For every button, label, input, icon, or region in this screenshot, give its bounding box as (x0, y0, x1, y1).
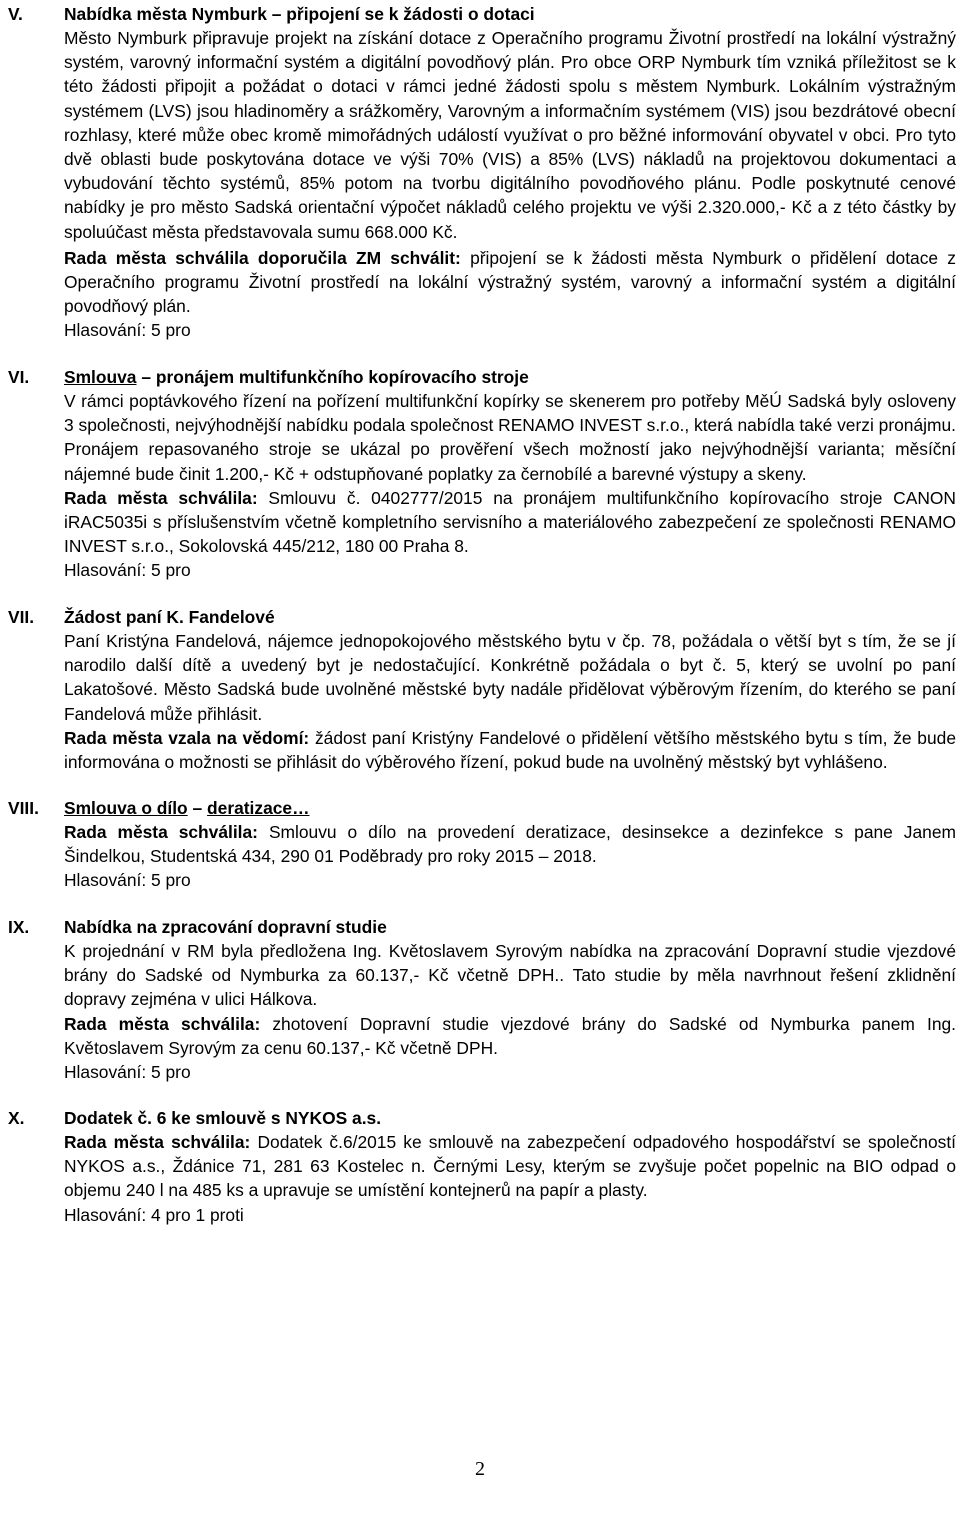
resolution-label: Rada města schválila doporučila ZM schválit: (64, 247, 461, 268)
resolution (64, 1012, 956, 1060)
vote-result: Hlasování: 5 pro (64, 1062, 191, 1083)
section-title: Žádost paní K. Fandelové (64, 607, 275, 627)
vote-result: Hlasování: 5 pro (64, 870, 191, 891)
resolution (64, 726, 956, 774)
section-title-underlined: Smlouva (64, 367, 137, 387)
resolution-text: Smlouvu č. 0402777/2015 na pronájem multifunkčního kopírovacího stroje CANON iRAC5035i s příslušenstvím včetně kompletního servisního a materiálového zabezpečení ze společnosti RENAMO INVEST s.r.o., Sokolovská 445/212, 180 00 Praha 8. (64, 487, 956, 557)
section-title (64, 796, 956, 820)
section-number: VIII. (8, 798, 39, 818)
resolution-label: Rada města schválila: (64, 1013, 261, 1034)
section-ix (0, 915, 960, 1084)
section-viii (0, 796, 960, 893)
section-number: VI. (8, 367, 30, 387)
section-title-underlined: Smlouva o dílo (64, 798, 188, 818)
resolution-label: Rada města vzala na vědomí: (64, 727, 310, 748)
resolution-text: Dodatek č.6/2015 ke smlouvě na zabezpečení odpadového hospodářství se společností NYKOS a.s., Ždánice 71, 281 63 Kostelec n. Černými Lesy, kterým se zvyšuje počet popelnic na BIO odpad o objemu 240 l na 485 ks a upravuje se umístění kontejnerů na papír a plasty. (64, 1132, 956, 1201)
resolution (64, 1130, 956, 1203)
section-body (64, 820, 956, 893)
section-title-dash: – (187, 798, 208, 818)
resolution-label: Rada města schválila: (64, 1132, 251, 1152)
section-body (64, 939, 956, 1084)
section-number: VII. (8, 607, 35, 627)
section-title-underlined-2: deratizace… (207, 798, 310, 818)
section-title: Nabídka na zpracování dopravní studie (64, 917, 387, 937)
resolution-text: žádost paní Kristýny Fandelové o přidělení většího městského bytu s tím, že bude informována o možnosti se přihlásit do výběrového řízení, pokud bude na uvolněný městský byt vyhlášeno. (64, 727, 956, 773)
paragraph: Paní Kristýna Fandelová, nájemce jednopokojového městského bytu v čp. 78, požádala o větší byt s tím, že se jí narodilo další dítě a uvedený byt je nedostačující. Konkrétně požádala o byt č. 5, který se uvolní po paní Lakatošové. Město Sadská bude uvolněné městské byty nadále přidělovat výběrovým řízením, do kterého se paní Fandelová může přihlásit. (64, 631, 956, 724)
section-number: IX. (8, 917, 30, 937)
resolution-label: Rada města schválila: (64, 822, 258, 842)
section-v (0, 2, 960, 343)
section-title-rest: – pronájem multifunkčního kopírovacího stroje (136, 367, 529, 387)
section-number: V. (8, 4, 23, 24)
section-body (64, 26, 956, 343)
resolution (64, 246, 956, 319)
resolution-text: zhotovení Dopravní studie vjezdové brány do Sadské od Nymburka panem Ing. Květoslavem Syrovým za cenu 60.137,- Kč včetně DPH. (64, 1013, 956, 1058)
resolution (64, 486, 956, 559)
resolution-text: připojení se k žádosti města Nymburk o přidělení dotace z Operačního programu Životní prostředí na lokální výstražný systém, varovný a informační systém a digitální povodňový plán. (64, 247, 956, 317)
section-title: Nabídka města Nymburk – připojení se k žádosti o dotaci (64, 4, 535, 24)
section-body (64, 1130, 956, 1227)
section-number: X. (8, 1108, 25, 1128)
section-title (64, 365, 956, 389)
vote-result: Hlasování: 5 pro (64, 320, 191, 341)
resolution-label: Rada města schválila: (64, 487, 258, 508)
section-title: Dodatek č. 6 ke smlouvě s NYKOS a.s. (64, 1108, 382, 1128)
paragraph: Město Nymburk připravuje projekt na získání dotace z Operačního programu Životní prostředí na lokální výstražný systém, varovný informační systém a digitální povodňový plán. Pro obce ORP Nymburk tím vzniká příležitost se k této žádosti připojit a požádat o dotaci v rámci jedné žádosti spolu s městem Nymburk. Lokálním výstražným systémem (LVS) jsou hladinoměry a srážkoměry, Varovným a informačním systémem (VIS) jsou bezdrátové obecní rozhlasy, které může obec kromě mimořádných událostí využívat o pro běžné informování obyvatel v obci. Pro tyto dvě oblasti bude poskytována dotace ve výši 70% (VIS) a 85% (LVS) nákladů na projektovou dokumentaci a vybudování těchto systémů, 85% potom na tvorbu digitálního povodňového plánu. Podle poskytnuté cenové nabídky je pro město Sadská orientační výpočet nákladů celého projektu ve výši 2.320.000,- Kč a z této částky by spoluúčast města představovala sumu 668.000 Kč. (64, 28, 956, 242)
vote-result: Hlasování: 4 pro 1 proti (64, 1204, 244, 1225)
paragraph: K projednání v RM byla předložena Ing. Květoslavem Syrovým nabídka na zpracování Dopravní studie vjezdové brány do Sadské od Nymburka za 60.137,- Kč včetně DPH.. Tato studie by měla navrhnout řešení zklidnění dopravy zejména v ulici Hálkova. (64, 941, 956, 1010)
section-body (64, 629, 956, 774)
page-number: 2 (475, 1458, 485, 1480)
section-body (64, 389, 956, 583)
resolution (64, 820, 956, 868)
paragraph: V rámci poptávkového řízení na pořízení multifunkční kopírky se skenerem pro potřeby MěÚ Sadská byly osloveny 3 společnosti, nejvýhodnější nabídku podala společnost RENAMO INVEST s.r.o., která nabídla také verzi pronájmu. Pronájem repasovaného stroje se ukázal po prověření všech možností jako nejvýhodnější varianta; měsíční nájemné bude činit 1.200,- Kč + odstupňované poplatky za černobílé a barevné výstupy a skeny. (64, 391, 956, 484)
section-x (0, 1106, 960, 1227)
resolution-text: Smlouvu o dílo na provedení deratizace, desinsekce a dezinfekce s pane Janem Šindelkou, Studentská 434, 290 01 Poděbrady pro roky 2015 – 2018. (64, 822, 956, 867)
section-vii (0, 605, 960, 774)
section-vi (0, 365, 960, 583)
vote-result: Hlasování: 5 pro (64, 560, 191, 581)
